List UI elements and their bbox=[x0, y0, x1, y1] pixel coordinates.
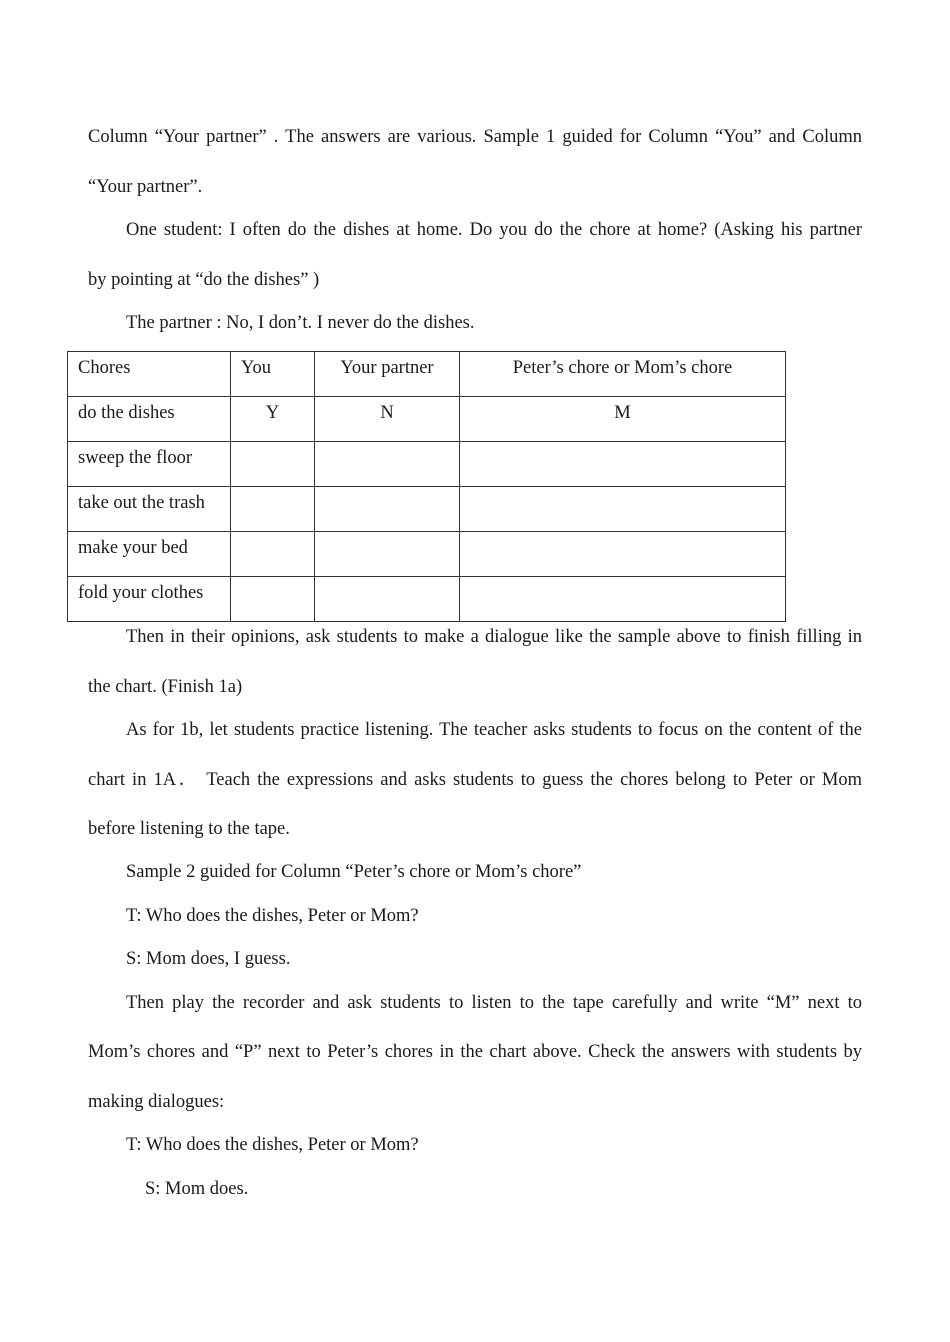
sample1-student-line-1: One student: I often do the dishes at home. Do you do the chore at home? (Asking his partner bbox=[126, 220, 862, 240]
after-chart-line-2: the chart. (Finish 1a) bbox=[88, 677, 243, 697]
sample1-partner-line: The partner : No, I don’t. I never do the dishes. bbox=[126, 313, 475, 333]
partner-cell: N bbox=[315, 397, 460, 442]
chores-chart bbox=[67, 351, 786, 622]
chart-header-partner: Your partner bbox=[315, 352, 460, 397]
intro-line-1: Column “Your partner” . The answers are various. Sample 1 guided for Column “You” and Column bbox=[88, 127, 862, 147]
check-student-line: S: Mom does. bbox=[145, 1179, 249, 1199]
peter-or-mom-cell: M bbox=[460, 397, 786, 442]
peter-or-mom-cell bbox=[460, 442, 786, 487]
chore-cell: do the dishes bbox=[68, 397, 231, 442]
peter-or-mom-cell bbox=[460, 487, 786, 532]
chart-header-peter-or-mom: Peter’s chore or Mom’s chore bbox=[460, 352, 786, 397]
partner-cell bbox=[315, 487, 460, 532]
after-chart-line-1: Then in their opinions, ask students to make a dialogue like the sample above to finish filling in bbox=[126, 627, 862, 647]
chart-row-do-the-dishes bbox=[68, 397, 786, 442]
chart-row-sweep-the-floor bbox=[68, 442, 786, 487]
sample2-heading: Sample 2 guided for Column “Peter’s chore or Mom’s chore” bbox=[126, 862, 582, 882]
chart-header-you: You bbox=[231, 352, 315, 397]
chore-cell: sweep the floor bbox=[68, 442, 231, 487]
recorder-line-3: making dialogues: bbox=[88, 1092, 225, 1112]
recorder-line-1: Then play the recorder and ask students to listen to the tape carefully and write “M” next to bbox=[126, 993, 862, 1013]
listening-line-1: As for 1b, let students practice listening. The teacher asks students to focus on the content of the bbox=[126, 720, 862, 740]
you-cell: Y bbox=[231, 397, 315, 442]
recorder-line-2: Mom’s chores and “P” next to Peter’s chores in the chart above. Check the answers with students by bbox=[88, 1042, 862, 1062]
chart-header-row bbox=[68, 352, 786, 397]
check-teacher-line: T: Who does the dishes, Peter or Mom? bbox=[126, 1135, 419, 1155]
sample2-teacher-line: T: Who does the dishes, Peter or Mom? bbox=[126, 906, 419, 926]
peter-or-mom-cell bbox=[460, 577, 786, 622]
you-cell bbox=[231, 532, 315, 577]
listening-line-2: chart in 1A． Teach the expressions and asks students to guess the chores belong to Peter or Mom bbox=[88, 770, 862, 790]
chore-cell: take out the trash bbox=[68, 487, 231, 532]
partner-cell bbox=[315, 532, 460, 577]
listening-line-3: before listening to the tape. bbox=[88, 819, 290, 839]
partner-cell bbox=[315, 577, 460, 622]
peter-or-mom-cell bbox=[460, 532, 786, 577]
chart-row-take-out-the-trash bbox=[68, 487, 786, 532]
you-cell bbox=[231, 442, 315, 487]
chart-row-make-your-bed bbox=[68, 532, 786, 577]
chart-header-chores: Chores bbox=[68, 352, 231, 397]
intro-line-2: “Your partner”. bbox=[88, 177, 203, 197]
partner-cell bbox=[315, 442, 460, 487]
chore-cell: make your bed bbox=[68, 532, 231, 577]
chore-cell: fold your clothes bbox=[68, 577, 231, 622]
sample2-student-line: S: Mom does, I guess. bbox=[126, 949, 291, 969]
you-cell bbox=[231, 577, 315, 622]
chart-row-fold-your-clothes bbox=[68, 577, 786, 622]
you-cell bbox=[231, 487, 315, 532]
sample1-student-line-2: by pointing at “do the dishes” ) bbox=[88, 270, 320, 290]
